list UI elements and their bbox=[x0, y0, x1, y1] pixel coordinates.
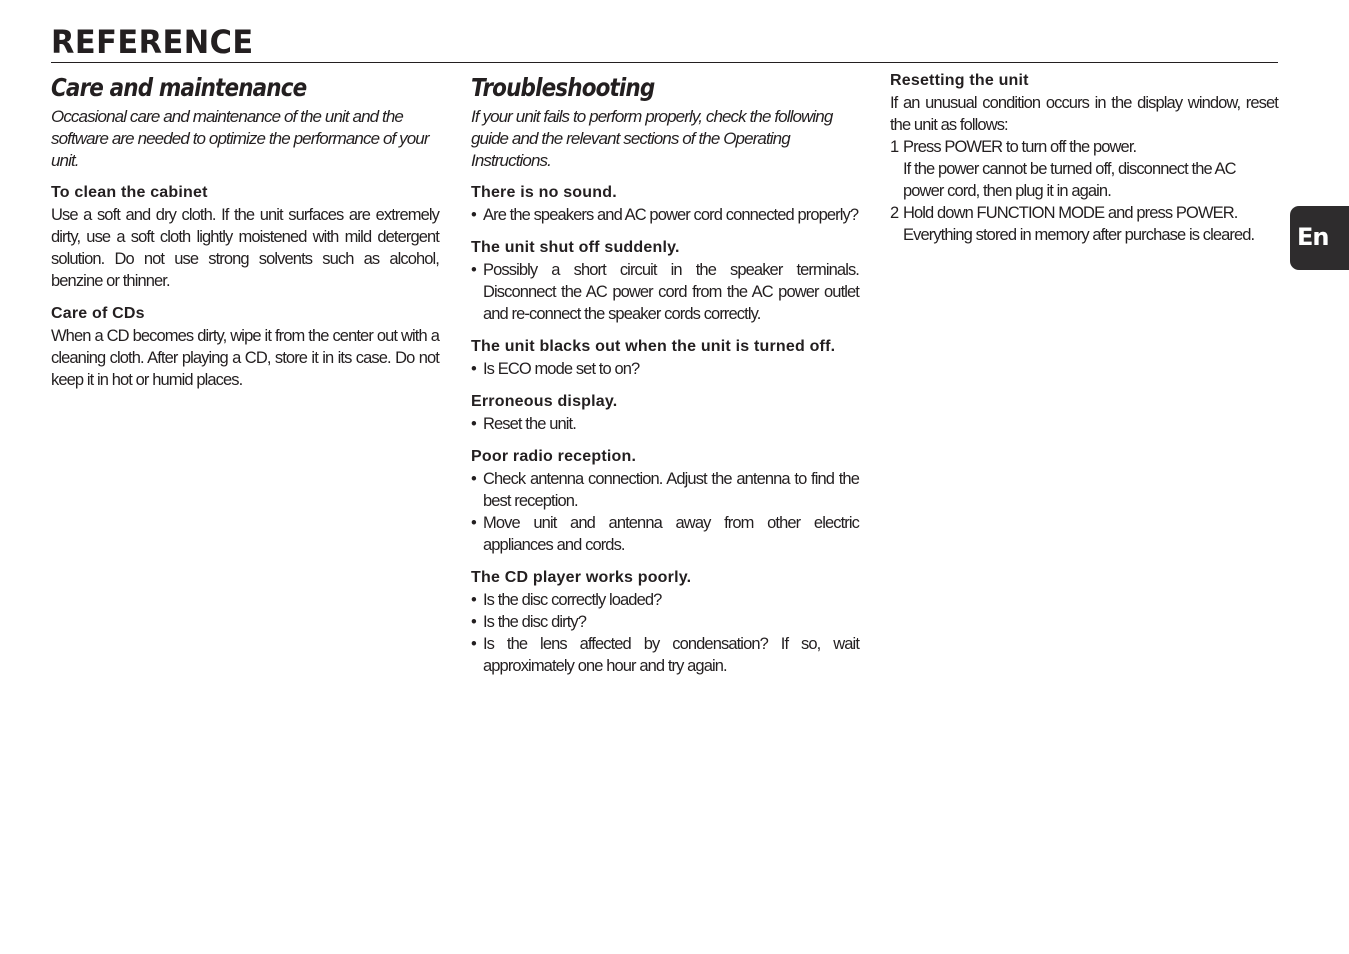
bullet-list bbox=[471, 589, 859, 677]
block-heading: Care of CDs bbox=[51, 305, 145, 322]
bullet-list bbox=[471, 358, 859, 380]
troubleshooting-section-title: Troubleshooting bbox=[471, 73, 655, 102]
bullet-item: • Are the speakers and AC power cord connected properly? bbox=[471, 204, 859, 226]
block-heading: The CD player works poorly. bbox=[471, 569, 692, 586]
step-line: If the power cannot be turned off, disconnect the AC power cord, then plug it in again. bbox=[903, 160, 1236, 200]
step-item bbox=[890, 202, 1278, 246]
step-line: Hold down FUNCTION MODE and press POWER. bbox=[903, 204, 1238, 222]
block-heading: Poor radio reception. bbox=[471, 448, 637, 465]
bullet-list bbox=[471, 204, 859, 226]
step-number: 1 bbox=[890, 138, 899, 156]
block-heading: To clean the cabinet bbox=[51, 184, 208, 201]
block-text: Use a soft and dry cloth. If the unit surfaces are extremely dirty, use a soft cloth lightly moistened with mild detergent solution. Do not use strong solvents such as alcohol, benzine or thinner. bbox=[51, 206, 439, 290]
care-section-title: Care and maintenance bbox=[51, 73, 307, 102]
shut-off-block bbox=[471, 237, 859, 325]
language-tab-label: En bbox=[1297, 223, 1329, 251]
care-intro: Occasional care and maintenance of the unit and the software are needed to optimize the performance of your unit. bbox=[51, 107, 429, 170]
bullet-item: • Is ECO mode set to on? bbox=[471, 358, 859, 380]
care-column bbox=[51, 70, 439, 402]
reset-step-list bbox=[890, 136, 1278, 246]
block-heading: Erroneous display. bbox=[471, 393, 618, 410]
bullet-list bbox=[471, 413, 859, 435]
troubleshooting-intro: If your unit fails to perform properly, check the following guide and the relevant sections of the Operating Instructions. bbox=[471, 107, 833, 170]
step-item bbox=[890, 136, 1278, 202]
bullet-item: • Reset the unit. bbox=[471, 413, 859, 435]
language-tab bbox=[1290, 206, 1349, 270]
bullet-list bbox=[471, 259, 859, 325]
cd-player-block bbox=[471, 567, 859, 677]
block-heading: The unit shut off suddenly. bbox=[471, 239, 680, 256]
troubleshooting-column bbox=[471, 70, 859, 688]
bullet-item: • Check antenna connection. Adjust the antenna to find the best reception. bbox=[471, 468, 859, 512]
step-line: Everything stored in memory after purchase is cleared. bbox=[903, 226, 1255, 244]
block-text: When a CD becomes dirty, wipe it from the center out with a cleaning cloth. After playing a CD, store it in its case. Do not keep it in hot or humid places. bbox=[51, 327, 439, 389]
page-header bbox=[51, 22, 1278, 63]
bullet-item: • Possibly a short circuit in the speaker terminals. Disconnect the AC power cord from the AC power outlet and re-connect the speaker cords correctly. bbox=[471, 259, 859, 325]
reset-intro: If an unusual condition occurs in the display window, reset the unit as follows: bbox=[890, 94, 1278, 134]
step-number: 2 bbox=[890, 204, 899, 222]
reset-column bbox=[890, 70, 1278, 246]
bullet-item: • Is the disc correctly loaded? bbox=[471, 589, 859, 611]
blackout-block bbox=[471, 336, 859, 380]
page-title: REFERENCE bbox=[51, 23, 254, 61]
bullet-list bbox=[471, 468, 859, 556]
block-heading: The unit blacks out when the unit is turned off. bbox=[471, 338, 836, 355]
block-heading: There is no sound. bbox=[471, 184, 617, 201]
reset-heading: Resetting the unit bbox=[890, 72, 1029, 89]
no-sound-block bbox=[471, 182, 859, 226]
cabinet-care-block bbox=[51, 182, 439, 292]
bullet-item: • Move unit and antenna away from other electric appliances and cords. bbox=[471, 512, 859, 556]
cd-care-block bbox=[51, 303, 439, 391]
bullet-item: • Is the lens affected by condensation? If so, wait approximately one hour and try again. bbox=[471, 633, 859, 677]
radio-reception-block bbox=[471, 446, 859, 556]
erroneous-display-block bbox=[471, 391, 859, 435]
step-line: Press POWER to turn off the power. bbox=[903, 138, 1137, 156]
bullet-item: • Is the disc dirty? bbox=[471, 611, 859, 633]
